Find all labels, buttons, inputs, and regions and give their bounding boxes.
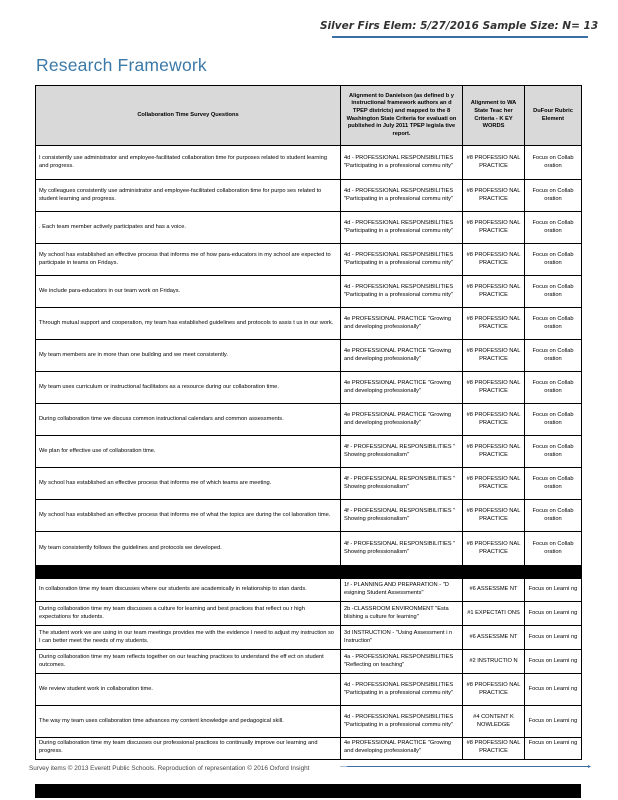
dufour-cell: Focus on Learni ng <box>525 706 582 738</box>
header-dufour: DuFour Rubric Element <box>525 86 582 146</box>
question-cell: The way my team uses collaboration time advances my content knowledge and pedagogical skill. <box>36 706 341 738</box>
danielson-cell: 4d - PROFESSIONAL RESPONSIBILITIES "Participating in a professional commu nity" <box>341 276 463 308</box>
danielson-cell: 4f - PROFESSIONAL RESPONSIBILITIES " Showing professionalism" <box>341 468 463 500</box>
dufour-cell: Focus on Collab oration <box>525 500 582 532</box>
dufour-cell: Focus on Collab oration <box>525 372 582 404</box>
question-cell: My school has established an effective process that informs me of which teams are meeting. <box>36 468 341 500</box>
question-cell: My school has established an effective process that informs me of how para-educators in my school are expected to participate in teams on Fridays. <box>36 244 341 276</box>
state-criteria-cell: #8 PROFESSIO NAL PRACTICE <box>463 180 525 212</box>
dufour-cell: Focus on Learni ng <box>525 579 582 602</box>
question-cell: We review student work in collaboration time. <box>36 674 341 706</box>
question-cell: My team consistently follows the guidelines and protocols we developed. <box>36 532 341 566</box>
bottom-black-bar <box>35 784 581 798</box>
dufour-cell: Focus on Collab oration <box>525 212 582 244</box>
header-danielson: Alignment to Danielson (as defined b y instructional framework authors an d TPEP districts) and mapped to the 8 Washington State Criteria for evaluati on published in July 2011 TPEP legisla tive report. <box>341 86 463 146</box>
question-cell: During collaboration time we discuss common instructional calendars and common assessments. <box>36 404 341 436</box>
question-cell: Through mutual support and cooperation, my team has established guidelines and protocols to assis t us in our work. <box>36 308 341 340</box>
dufour-cell: Focus on Learni ng <box>525 738 582 760</box>
state-criteria-cell: #6 ASSESSME NT <box>463 579 525 602</box>
dufour-cell: Focus on Collab oration <box>525 146 582 180</box>
danielson-cell: 4f - PROFESSIONAL RESPONSIBILITIES " Showing professionalism" <box>341 436 463 468</box>
question-cell: During collaboration time my team discusses our professional practices to continually improve our learning and progress. <box>36 738 341 760</box>
dufour-cell: Focus on Collab oration <box>525 340 582 372</box>
table-row <box>36 436 582 468</box>
danielson-cell: 2b -CLASSROOM ENVIRONMENT "Esta blishing a culture for learning" <box>341 602 463 626</box>
header-questions: Collaboration Time Survey Questions <box>36 86 341 146</box>
state-criteria-cell: #8 PROFESSIO NAL PRACTICE <box>463 212 525 244</box>
question-cell: In collaboration time my team discusses where our students are academically in relationship to stan dards. <box>36 579 341 602</box>
question-cell: My colleagues consistently use administrator and employee-facilitated collaboration time for purpo ses related to student learning and progress. <box>36 180 341 212</box>
page-footer: Survey items © 2013 Everett Public Schools. Reproduction of representation © 2016 Oxford Insight <box>29 765 347 772</box>
state-criteria-cell: #4 CONTENT K NOWLEDGE <box>463 706 525 738</box>
state-criteria-cell: #8 PROFESSIO NAL PRACTICE <box>463 372 525 404</box>
state-criteria-cell: #8 PROFESSIO NAL PRACTICE <box>463 674 525 706</box>
dufour-cell: Focus on Learni ng <box>525 674 582 706</box>
footer-marker-icon: ▸ <box>588 764 592 770</box>
question-cell: My team members are in more than one building and we meet consistently. <box>36 340 341 372</box>
state-criteria-cell: #8 PROFESSIO NAL PRACTICE <box>463 468 525 500</box>
dufour-cell: Focus on Learni ng <box>525 650 582 674</box>
dufour-cell: Focus on Collab oration <box>525 244 582 276</box>
question-cell: We plan for effective use of collaboration time. <box>36 436 341 468</box>
section-divider <box>36 566 582 579</box>
danielson-cell: 4f - PROFESSIONAL RESPONSIBILITIES " Showing professionalism" <box>341 532 463 566</box>
table-row <box>36 500 582 532</box>
question-cell: I consistently use administrator and employee-facilitated collaboration time for purposes related to student learning and progress. <box>36 146 341 180</box>
danielson-cell: 4d - PROFESSIONAL RESPONSIBILITIES "Participating in a professional commu nity" <box>341 146 463 180</box>
table-row <box>36 626 582 650</box>
state-criteria-cell: #8 PROFESSIO NAL PRACTICE <box>463 244 525 276</box>
danielson-cell: 4d - PROFESSIONAL RESPONSIBILITIES "Participating in a professional commu nity" <box>341 180 463 212</box>
state-criteria-cell: #8 PROFESSIO NAL PRACTICE <box>463 436 525 468</box>
question-cell: During collaboration time my team discusses a culture for learning and best practices that reflect ou r high expectations for students. <box>36 602 341 626</box>
table-row <box>36 579 582 602</box>
table-row <box>36 340 582 372</box>
danielson-cell: 4d - PROFESSIONAL RESPONSIBILITIES "Participating in a professional commu nity" <box>341 244 463 276</box>
table-row <box>36 738 582 760</box>
table-row <box>36 468 582 500</box>
header-rule <box>332 36 588 38</box>
dufour-cell: Focus on Learni ng <box>525 626 582 650</box>
table-row <box>36 180 582 212</box>
report-header: Silver Firs Elem: 5/27/2016 Sample Size: N= 13 <box>320 20 599 32</box>
table-row <box>36 674 582 706</box>
state-criteria-cell: #8 PROFESSIO NAL PRACTICE <box>463 500 525 532</box>
dufour-cell: Focus on Collab oration <box>525 404 582 436</box>
question-cell: During collaboration time my team reflects together on our teaching practices to understand the eff ect on student outcomes. <box>36 650 341 674</box>
danielson-cell: 4f - PROFESSIONAL RESPONSIBILITIES " Showing professionalism" <box>341 500 463 532</box>
state-criteria-cell: #8 PROFESSIO NAL PRACTICE <box>463 532 525 566</box>
question-cell: We include para-educators in our team work on Fridays. <box>36 276 341 308</box>
table-row <box>36 602 582 626</box>
state-criteria-cell: #8 PROFESSIO NAL PRACTICE <box>463 340 525 372</box>
table-row <box>36 244 582 276</box>
danielson-cell: 4e PROFESSIONAL PRACTICE "Growing and developing professionally" <box>341 404 463 436</box>
danielson-cell: 4a - PROFESSIONAL RESPONSIBILITIES "Reflecting on teaching" <box>341 650 463 674</box>
table-header-row <box>36 86 582 146</box>
question-cell: My team uses curriculum or instructional facilitators as a resource during our collaboration time. <box>36 372 341 404</box>
dufour-cell: Focus on Collab oration <box>525 468 582 500</box>
question-cell: The student work we are using in our team meetings provides me with the evidence I need to adjust my instruction so I can better meet the needs of my students. <box>36 626 341 650</box>
dufour-cell: Focus on Collab oration <box>525 308 582 340</box>
question-cell: My school has established an effective process that informs me of what the topics are during the col laboration time. <box>36 500 341 532</box>
dufour-cell: Focus on Collab oration <box>525 180 582 212</box>
danielson-cell: 4d - PROFESSIONAL RESPONSIBILITIES "Participating in a professional commu nity" <box>341 674 463 706</box>
table-row <box>36 146 582 180</box>
danielson-cell: 4e PROFESSIONAL PRACTICE "Growing and developing professionally" <box>341 308 463 340</box>
state-criteria-cell: #1 EXPECTATI ONS <box>463 602 525 626</box>
table-row <box>36 404 582 436</box>
question-cell: . Each team member actively participates and has a voice. <box>36 212 341 244</box>
danielson-cell: 4e PROFESSIONAL PRACTICE "Growing and developing professionally" <box>341 372 463 404</box>
state-criteria-cell: #2 INSTRUCTIO N <box>463 650 525 674</box>
table-row <box>36 650 582 674</box>
dufour-cell: Focus on Collab oration <box>525 532 582 566</box>
table-row <box>36 706 582 738</box>
state-criteria-cell: #8 PROFESSIO NAL PRACTICE <box>463 404 525 436</box>
danielson-cell: 4e PROFESSIONAL PRACTICE "Growing and developing professionally" <box>341 738 463 760</box>
danielson-cell: 4d - PROFESSIONAL RESPONSIBILITIES "Participating in a professional commu nity" <box>341 706 463 738</box>
dufour-cell: Focus on Collab oration <box>525 276 582 308</box>
table-row <box>36 308 582 340</box>
danielson-cell: 4e PROFESSIONAL PRACTICE "Growing and developing professionally" <box>341 340 463 372</box>
header-state-criteria: Alignment to WA State Teac her Criteria - K EY WORDS <box>463 86 525 146</box>
footer-rule <box>340 766 590 767</box>
dufour-cell: Focus on Learni ng <box>525 602 582 626</box>
page-title: Research Framework <box>36 55 207 75</box>
research-framework-table <box>35 85 582 760</box>
table-row <box>36 532 582 566</box>
dufour-cell: Focus on Collab oration <box>525 436 582 468</box>
danielson-cell: 1f - PLANNING AND PREPARATION - "D esigning Student Assessments" <box>341 579 463 602</box>
state-criteria-cell: #8 PROFESSIO NAL PRACTICE <box>463 276 525 308</box>
table-row <box>36 276 582 308</box>
table-row <box>36 372 582 404</box>
state-criteria-cell: #6 ASSESSME NT <box>463 626 525 650</box>
danielson-cell: 3d INSTRUCTION - "Using Assessment i n Instruction" <box>341 626 463 650</box>
state-criteria-cell: #8 PROFESSIO NAL PRACTICE <box>463 738 525 760</box>
table-row <box>36 212 582 244</box>
state-criteria-cell: #8 PROFESSIO NAL PRACTICE <box>463 146 525 180</box>
state-criteria-cell: #8 PROFESSIO NAL PRACTICE <box>463 308 525 340</box>
danielson-cell: 4d - PROFESSIONAL RESPONSIBILITIES "Participating in a professional commu nity" <box>341 212 463 244</box>
